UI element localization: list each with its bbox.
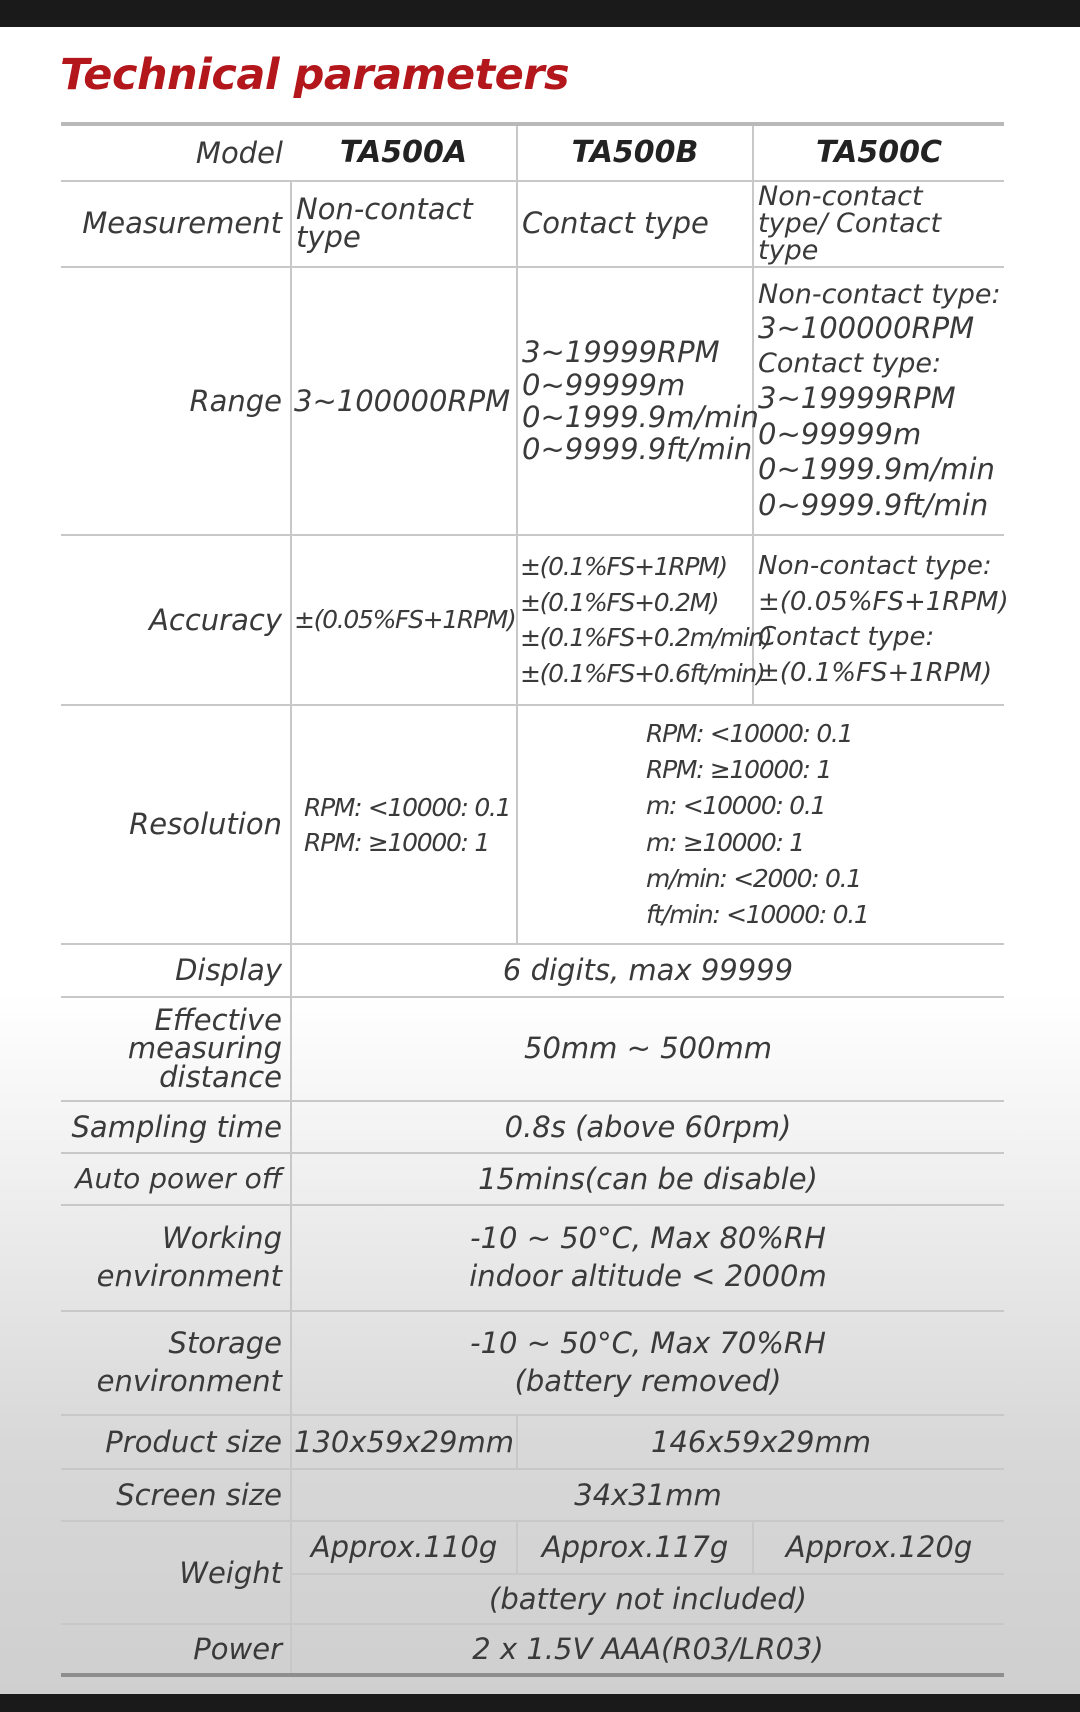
accuracy-label: Accuracy [149,603,282,638]
accuracy-b-line: ±(0.1%FS+0.2m/min) [520,623,772,653]
distance-label-line: measuring [127,1031,282,1066]
distance-value: 50mm ~ 500mm [291,997,1004,1101]
product-size-row [61,1415,1004,1469]
sampling-value: 0.8s (above 60rpm) [291,1101,1004,1154]
range-c-line: 3~100000RPM [758,311,975,346]
model-ta500a: TA500A [339,135,468,170]
storage-value-line: -10 ~ 50°C, Max 70%RH [470,1326,826,1361]
resolution-bc-line: m: <10000: 0.1 [646,791,826,821]
autooff-label: Auto power off [75,1162,282,1196]
range-b [517,267,759,536]
bottom-bar [0,1694,1080,1712]
display-label: Display [175,953,282,987]
storage-label-line: environment [96,1364,282,1398]
range-b-line: 0~1999.9m/min [522,400,759,435]
weight-label: Weight [61,1521,291,1624]
working-value-line: indoor altitude < 2000m [469,1258,827,1293]
storage-label [61,1311,291,1415]
autooff-row [61,1153,1004,1205]
range-c-line: Contact type: [758,348,942,380]
working-label-line: Working [162,1221,282,1256]
accuracy-c-line: ±(0.05%FS+1RPM) [758,586,1009,617]
model-row [61,124,1004,181]
weight-note: (battery not included) [291,1574,1004,1625]
range-c [753,267,1004,536]
resolution-bc-line: RPM: ≥10000: 1 [646,755,831,785]
resolution-a-line: RPM: ≥10000: 1 [304,827,489,857]
screen-size-label: Screen size [116,1477,282,1512]
range-a: 3~100000RPM [291,267,517,536]
autooff-value: 15mins(can be disable) [291,1153,1004,1205]
storage-value-line: (battery removed) [514,1364,782,1398]
working-label-line: environment [96,1258,282,1293]
top-bar [0,0,1080,27]
measurement-b: Contact type [517,181,753,267]
storage-label-line: Storage [168,1326,282,1361]
measurement-row [61,181,1004,267]
accuracy-c-line: Contact type: [758,622,935,653]
range-c-line: 0~1999.9m/min [758,452,995,487]
range-b-line: 0~9999.9ft/min [522,432,753,467]
power-row [61,1624,1004,1675]
resolution-bc [517,705,1004,944]
weight-c: Approx.120g [753,1521,1004,1574]
accuracy-row [61,535,1004,705]
distance-label-line: distance [159,1059,282,1094]
working-row [61,1205,1004,1311]
accuracy-c [753,535,1009,705]
resolution-bc-line: RPM: <10000: 0.1 [646,718,853,748]
measurement-a: Non-contact type [291,181,517,267]
product-size-label: Product size [105,1424,282,1459]
range-c-line: 0~9999.9ft/min [758,488,989,523]
resolution-bc-line: ft/min: <10000: 0.1 [646,900,869,930]
resolution-a-line: RPM: <10000: 0.1 [304,792,511,822]
range-b-line: 3~19999RPM [522,335,720,370]
distance-row [61,997,1004,1101]
measurement-c: Non-contact type/ Contact type [753,181,1004,267]
weight-a: Approx.110g [291,1521,517,1574]
range-label: Range [189,383,282,418]
power-value: 2 x 1.5V AAA(R03/LR03) [291,1624,1004,1675]
display-row [61,944,1004,997]
distance-label-line: Effective [154,1002,282,1037]
range-c-line: Non-contact type: [758,278,1001,310]
resolution-row [61,705,1004,944]
resolution-a [291,705,517,944]
working-value-line: -10 ~ 50°C, Max 80%RH [470,1221,826,1256]
power-label: Power [193,1631,282,1666]
accuracy-a: ±(0.05%FS+1RPM) [291,535,517,705]
sampling-row [61,1101,1004,1154]
display-value: 6 digits, max 99999 [291,944,1004,997]
range-c-line: 0~99999m [758,416,922,451]
range-b-line: 0~99999m [522,367,686,402]
model-label: Model [195,135,283,170]
weight-b: Approx.117g [517,1521,753,1574]
working-value [291,1205,1004,1311]
page-title: Technical parameters [60,50,570,100]
accuracy-c-line: ±(0.1%FS+1RPM) [758,658,993,689]
model-ta500b: TA500B [517,124,753,181]
sampling-label: Sampling time [71,1109,282,1144]
working-label [61,1205,291,1311]
resolution-bc-line: m: ≥10000: 1 [646,827,804,857]
distance-label [61,997,291,1101]
spec-table [61,122,1009,1677]
weight-row [61,1521,1004,1574]
accuracy-c-line: Non-contact type: [758,550,992,581]
measurement-label: Measurement [82,206,282,241]
resolution-bc-line: m/min: <2000: 0.1 [646,863,861,893]
screen-size-value: 34x31mm [291,1469,1004,1522]
product-size-bc: 146x59x29mm [517,1415,1004,1469]
range-row [61,267,1004,536]
accuracy-b-line: ±(0.1%FS+0.6ft/min) [520,658,765,688]
model-ta500c: TA500C [753,124,1004,181]
range-c-line: 3~19999RPM [758,380,956,415]
storage-value [291,1311,1004,1415]
accuracy-b-line: ±(0.1%FS+1RPM) [520,552,727,582]
storage-row [61,1311,1004,1415]
resolution-label: Resolution [129,807,282,842]
accuracy-b-line: ±(0.1%FS+0.2M) [520,587,719,617]
product-size-a: 130x59x29mm [291,1415,517,1469]
accuracy-b [517,535,772,705]
screen-size-row [61,1469,1004,1522]
